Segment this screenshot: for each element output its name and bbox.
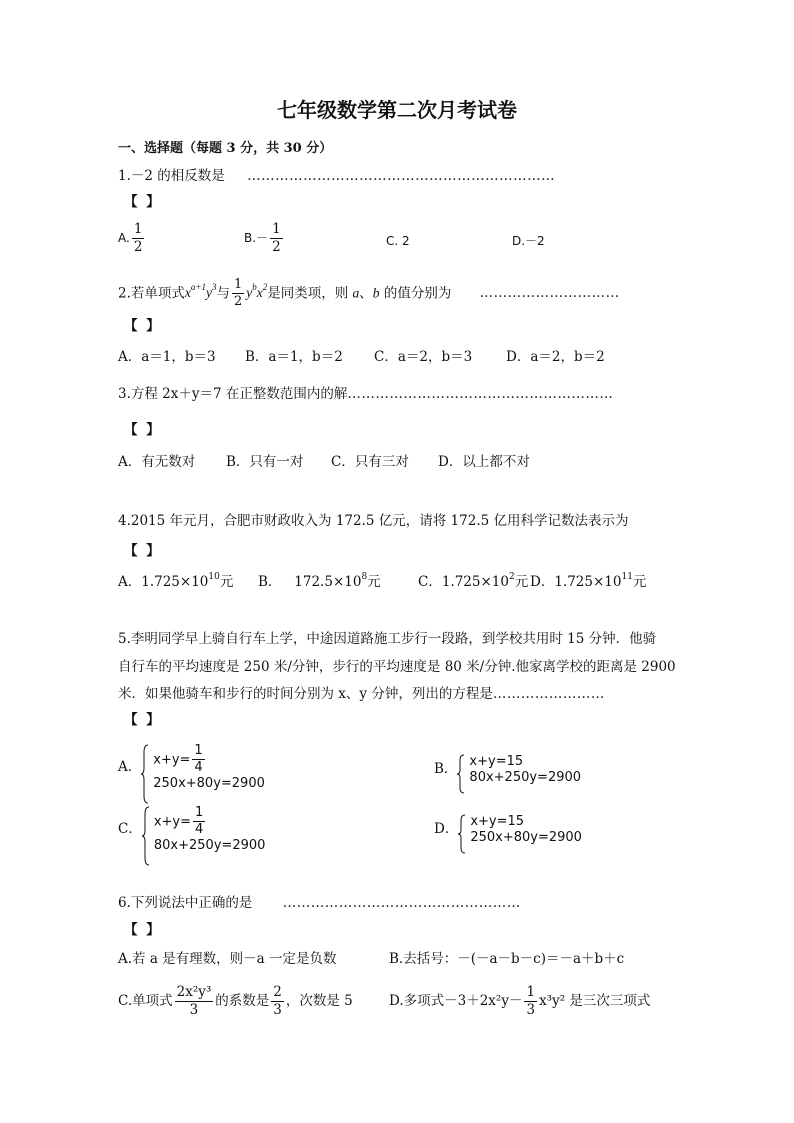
equation-text: x+y= [153,752,191,768]
answer-bracket: 【 】 [124,318,162,334]
leader-dots: ………………………………………………… [347,386,614,402]
question-5-line [118,688,605,702]
leader-dots: …………………… [492,686,605,702]
equation-text: x+y=15 [470,814,525,829]
fraction-numerator: 1 [232,278,244,294]
section-heading: 一、选择题（每题 3 分，共 30 分） [118,141,333,156]
equation-text: x+y= [153,814,192,830]
variable-b: b [372,285,380,301]
fraction-numerator: 1 [193,806,205,822]
question-text: 2.若单项式 [118,285,185,302]
fraction-numerator: 2 [273,984,282,1000]
option-d [434,814,582,845]
option-a [118,572,234,590]
fraction-denominator: 4 [195,822,204,838]
option-d [389,985,650,1018]
option-text: A．1.725×10 [118,574,209,590]
question-text: 与 [216,285,230,302]
question-text: 3.方程 2x＋y＝7 在正整数范围内的解 [118,386,348,402]
option-label: C． [118,820,142,837]
option-c [118,985,353,1018]
question-5-line: 5.李明同学早上骑自行车上学，中途因道路施工步行一段路，到学校共用时 15 分钟．他骑 [118,631,657,647]
question-text: 是同类项，则 [267,285,349,302]
fraction-numerator: 1 [526,984,536,1000]
option-b [434,754,581,785]
equation-text: 80x+250y=2900 [469,769,582,785]
fraction-denominator: 2 [233,294,243,310]
answer-bracket: 【 】 [124,712,162,728]
leader-dots: …………………………………………… [282,895,521,911]
equation-system [142,806,266,853]
question-text: 米．如果他骑车和步行的时间分别为 x、y 分钟，列出的方程是 [118,686,493,702]
option-text: C．1.725×10 [418,574,509,590]
option-d [530,572,647,590]
leader-dots: ………………………………………………………… [247,168,556,184]
option-text: ，次数是 5 [285,992,353,1009]
exponent: 10 [208,572,220,582]
fraction-denominator: 4 [194,760,203,776]
option-unit: 元 [632,574,647,590]
option-text: x³y² 是三次三项式 [539,992,651,1009]
option-d: D．a＝2，b＝2 [506,349,605,365]
option-label: B． [434,760,458,777]
option-label: A. [118,230,130,245]
question-text: 1.－2 的相反数是 [118,168,225,184]
brace-icon [458,814,466,854]
option-text: C.单项式 [118,992,173,1009]
exponent: 2 [508,572,515,582]
fraction-denominator: 3 [189,1001,199,1018]
brace-icon [141,744,149,804]
exponent: 8 [361,572,368,582]
option-b: B．只有一对 [226,454,304,470]
separator: 、 [359,285,373,302]
option-unit: 元 [219,574,234,590]
fraction-denominator: 2 [133,238,143,255]
answer-bracket: 【 】 [124,922,162,938]
option-b: B.去括号：－(－a－b－c)＝－a＋b＋c [389,951,625,967]
equation-text: x+y=15 [469,754,524,769]
option-a: A．有无数对 [118,454,196,470]
option-b [244,222,285,255]
question-text: 6.下列说法中正确的是 [118,895,253,911]
question-text: 的值分别为 [383,285,452,302]
equation-text: 250x+80y=2900 [153,775,265,791]
option-a [118,744,265,791]
answer-bracket: 【 】 [124,543,162,559]
option-c [418,572,529,590]
option-a: A.若 a 是有理数，则－a 一定是负数 [118,951,337,967]
option-unit: 元 [514,574,529,590]
option-d: D.－2 [512,234,545,248]
variable-a: a [352,285,360,301]
question-5-line: 自行车的平均速度是 250 米/分钟，步行的平均速度是 80 米/分钟.他家离学校的距离是 2900 [118,659,676,675]
leader-dots: ………………………… [479,285,620,302]
option-label: D． [434,820,459,837]
equation-system [458,814,582,845]
fraction-numerator: 1 [192,744,204,760]
option-text: B． 172.5×10 [258,574,362,590]
option-a [118,222,146,255]
equation-text: 250x+80y=2900 [470,829,582,845]
equation-system [141,744,265,791]
question-1-stem [118,170,555,184]
fraction-numerator: 1 [272,221,281,237]
fraction-numerator: 2x²y³ [176,984,212,1000]
option-c [118,806,265,853]
fraction-denominator: 2 [272,238,281,255]
fraction-denominator: 3 [526,1001,536,1018]
option-text: 的系数是 [215,992,270,1009]
exam-title: 七年级数学第二次月考试卷 [277,98,517,122]
option-unit: 元 [367,574,381,590]
question-2-stem: 2.若单项式$x^{a+1}y^3$与 $\frac{1}{2}$ $y^bx^2$是同类项，则 a、b 的值分别为 ………………………… [118,277,620,310]
brace-icon [457,754,465,794]
fraction-denominator: 3 [273,1001,282,1018]
option-a: A．a＝1，b＝3 [118,349,216,365]
option-b [258,572,381,590]
option-text: D．1.725×10 [530,574,622,590]
fraction-numerator: 1 [133,221,143,237]
equation-system [457,754,581,785]
exponent: 11 [621,572,633,582]
option-label: A． [118,758,142,775]
answer-bracket: 【 】 [124,194,162,210]
option-label: B.－ [244,230,269,245]
option-c: C．只有三对 [331,454,409,470]
question-4-stem: 4.2015 年元月，合肥市财政收入为 172.5 亿元，请将 172.5 亿用科学记数法表示为 [118,513,629,529]
equation-text: 80x+250y=2900 [153,837,266,853]
brace-icon [142,806,150,866]
option-text: D.多项式－3＋2x²y－ [389,992,523,1009]
question-6-stem [118,897,521,911]
option-d: D．以上都不对 [438,454,530,470]
question-3-stem [118,388,613,402]
answer-bracket: 【 】 [124,422,162,438]
option-c: C. 2 [386,234,410,248]
option-c: C．a＝2，b＝3 [374,349,473,365]
option-b: B．a＝1，b＝2 [245,349,343,365]
